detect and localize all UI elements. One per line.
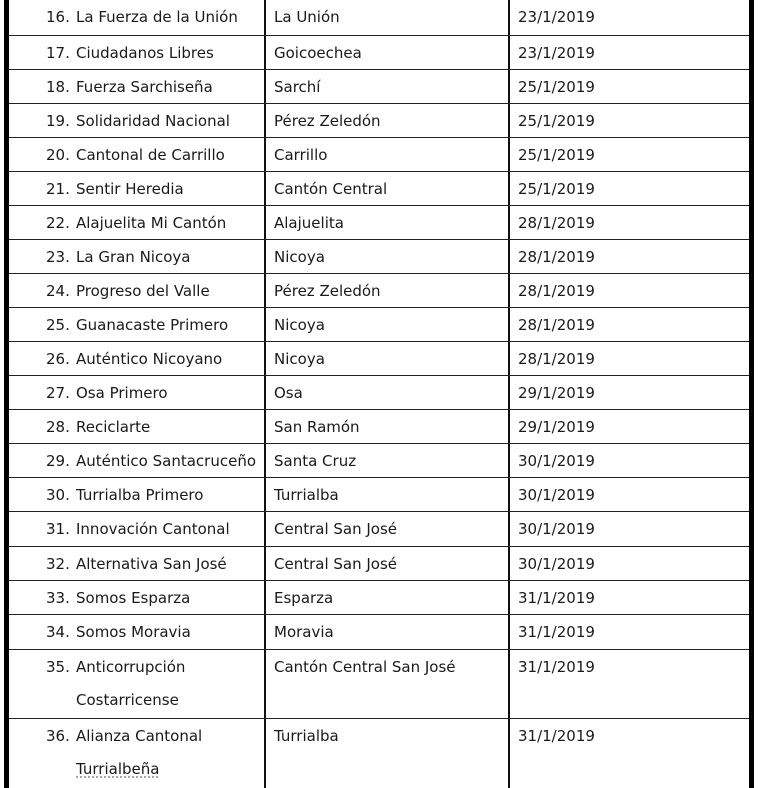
row-number: 28.: [46, 418, 70, 436]
party-name-line2: Turrialbeña: [76, 760, 160, 778]
canton-name: Pérez Zeledón: [274, 282, 381, 300]
table-row: [9, 478, 749, 512]
party-name: La Gran Nicoya: [76, 248, 191, 266]
registration-date: 25/1/2019: [518, 112, 595, 130]
table-row: [9, 274, 749, 308]
canton-name: Moravia: [274, 623, 334, 641]
canton-name: Central San José: [274, 520, 398, 538]
row-number: 35.: [46, 658, 70, 676]
table-row: [9, 410, 749, 444]
canton-name: Nicoya: [274, 350, 325, 368]
table-row: [9, 376, 749, 410]
row-number: 22.: [46, 214, 70, 232]
party-name: Turrialba Primero: [76, 486, 204, 504]
row-number: 33.: [46, 589, 70, 607]
table-row: [9, 650, 749, 719]
canton-name: Esparza: [274, 589, 334, 607]
canton-name: Central San José: [274, 555, 398, 573]
row-number: 17.: [46, 44, 70, 62]
party-name: Auténtico Santacruceño: [76, 452, 256, 470]
registration-date: 28/1/2019: [518, 316, 595, 334]
row-number: 29.: [46, 452, 70, 470]
canton-name: Santa Cruz: [274, 452, 357, 470]
registration-date: 28/1/2019: [518, 248, 595, 266]
registration-date: 31/1/2019: [518, 589, 595, 607]
row-number: 23.: [46, 248, 70, 266]
row-number: 21.: [46, 180, 70, 198]
row-number: 16.: [46, 8, 70, 26]
table-row: [9, 206, 749, 240]
registration-date: 30/1/2019: [518, 452, 595, 470]
row-number: 25.: [46, 316, 70, 334]
row-number: 19.: [46, 112, 70, 130]
table-row: [9, 308, 749, 342]
registration-date: 23/1/2019: [518, 8, 595, 26]
canton-name: San Ramón: [274, 418, 360, 436]
canton-name: Pérez Zeledón: [274, 112, 381, 130]
registration-date: 25/1/2019: [518, 78, 595, 96]
party-name: Progreso del Valle: [76, 282, 210, 300]
registration-date: 30/1/2019: [518, 520, 595, 538]
party-name: Somos Moravia: [76, 623, 191, 641]
canton-name: Cantón Central: [274, 180, 388, 198]
party-name: Fuerza Sarchiseña: [76, 78, 213, 96]
party-name-line1: Alianza Cantonal: [76, 727, 203, 745]
canton-name: Osa: [274, 384, 303, 402]
party-name: Reciclarte: [76, 418, 151, 436]
row-number: 31.: [46, 520, 70, 538]
row-number: 34.: [46, 623, 70, 641]
canton-name: Turrialba: [274, 727, 339, 745]
canton-name: Alajuelita: [274, 214, 344, 232]
table-row: [9, 0, 749, 36]
party-name: Guanacaste Primero: [76, 316, 229, 334]
party-name: Solidaridad Nacional: [76, 112, 230, 130]
table-row: [9, 240, 749, 274]
party-name: Innovación Cantonal: [76, 520, 230, 538]
row-number: 27.: [46, 384, 70, 402]
table-row: [9, 342, 749, 376]
party-name: La Fuerza de la Unión: [76, 8, 238, 26]
registration-date: 31/1/2019: [518, 658, 595, 676]
canton-name: Carrillo: [274, 146, 328, 164]
table-row: [9, 104, 749, 138]
registration-date: 28/1/2019: [518, 214, 595, 232]
registration-date: 31/1/2019: [518, 623, 595, 641]
table-row: [9, 172, 749, 206]
party-name: Alajuelita Mi Cantón: [76, 214, 227, 232]
party-name-line1: Anticorrupción: [76, 658, 186, 676]
canton-name: Cantón Central San José: [274, 658, 456, 676]
table-row: [9, 615, 749, 650]
canton-name: Nicoya: [274, 248, 325, 266]
party-name: Ciudadanos Libres: [76, 44, 214, 62]
table-row: [9, 36, 749, 70]
table-row: [9, 70, 749, 104]
table-row: [9, 719, 749, 788]
row-number: 18.: [46, 78, 70, 96]
registration-date: 29/1/2019: [518, 384, 595, 402]
canton-name: Sarchí: [274, 78, 321, 96]
canton-name: Turrialba: [274, 486, 339, 504]
registration-date: 28/1/2019: [518, 282, 595, 300]
party-name: Auténtico Nicoyano: [76, 350, 223, 368]
row-number: 32.: [46, 555, 70, 573]
table-row: [9, 512, 749, 547]
party-name: Alternativa San José: [76, 555, 227, 573]
row-number: 26.: [46, 350, 70, 368]
canton-name: La Unión: [274, 8, 340, 26]
registration-date: 23/1/2019: [518, 44, 595, 62]
registration-date: 25/1/2019: [518, 180, 595, 198]
party-name: Sentir Heredia: [76, 180, 184, 198]
row-number: 36.: [46, 727, 70, 745]
registration-date: 28/1/2019: [518, 350, 595, 368]
row-number: 24.: [46, 282, 70, 300]
row-number: 30.: [46, 486, 70, 504]
canton-name: Goicoechea: [274, 44, 362, 62]
table-row: [9, 138, 749, 172]
table-row: [9, 547, 749, 581]
party-name: Cantonal de Carrillo: [76, 146, 225, 164]
registration-date: 31/1/2019: [518, 727, 595, 745]
registration-date: 30/1/2019: [518, 486, 595, 504]
registration-date: 30/1/2019: [518, 555, 595, 573]
party-name: Somos Esparza: [76, 589, 191, 607]
registration-date: 29/1/2019: [518, 418, 595, 436]
party-name: Osa Primero: [76, 384, 168, 402]
table-row: [9, 444, 749, 478]
party-name-line2: Costarricense: [76, 691, 179, 709]
parties-table: [9, 0, 749, 788]
canton-name: Nicoya: [274, 316, 325, 334]
registration-date: 25/1/2019: [518, 146, 595, 164]
table-row: [9, 581, 749, 615]
row-number: 20.: [46, 146, 70, 164]
table-right-border: [749, 0, 754, 788]
